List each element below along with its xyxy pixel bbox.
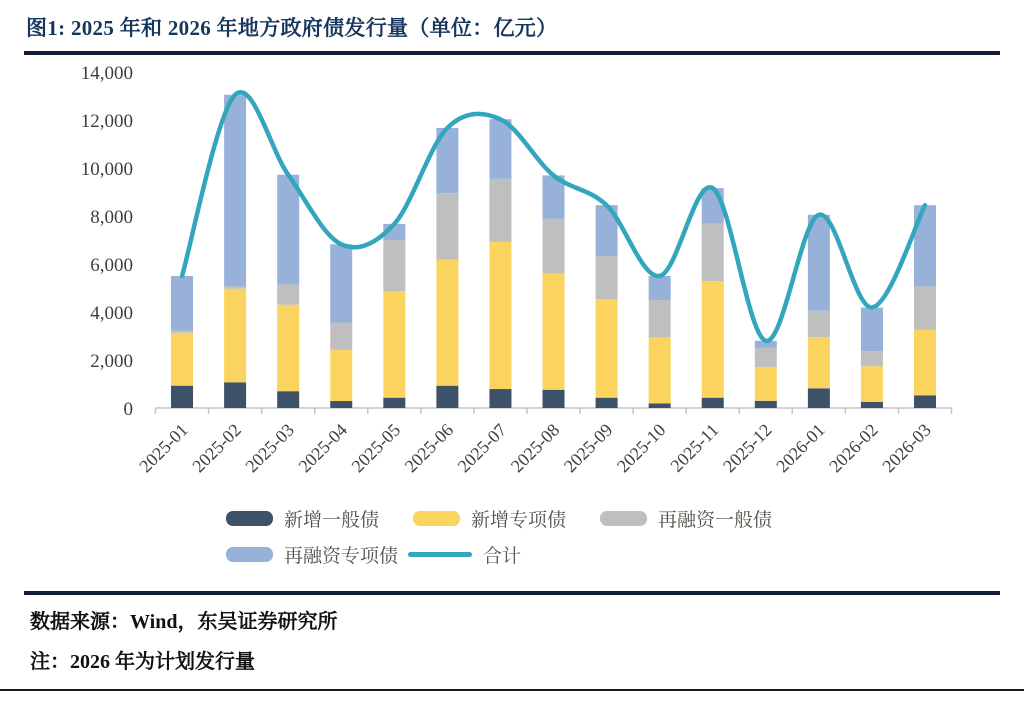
refi-special-swatch-icon (226, 547, 273, 562)
svg-text:4,000: 4,000 (90, 303, 133, 324)
svg-text:2025-07: 2025-07 (453, 419, 511, 477)
new-general-swatch-icon (226, 511, 273, 526)
figure-footer (0, 605, 1024, 674)
new-special-swatch-icon (413, 511, 460, 526)
legend-label: 再融资一般债 (658, 509, 773, 531)
data-source-note: 数据来源：Wind，东吴证券研究所 (30, 610, 338, 633)
bond-issuance-chart (0, 55, 1024, 501)
svg-text:2026-03: 2026-03 (878, 419, 935, 477)
legend-row-1 (226, 503, 1024, 533)
figure-title: 图1: 2025 年和 2026 年地方政府债发行量（单位：亿元） (26, 16, 558, 40)
svg-text:2025-09: 2025-09 (559, 419, 617, 477)
legend-label: 新增专项债 (471, 509, 567, 531)
svg-text:14,000: 14,000 (80, 63, 133, 84)
svg-text:2025-05: 2025-05 (347, 419, 405, 477)
figure-header (0, 12, 1024, 42)
total-line-swatch-icon (408, 552, 472, 557)
svg-text:2025-06: 2025-06 (400, 419, 458, 477)
svg-text:10,000: 10,000 (80, 159, 133, 180)
svg-text:2025-01: 2025-01 (135, 419, 192, 477)
legend-label: 再融资专项债 (284, 545, 399, 567)
legend-item-total (408, 541, 521, 568)
chart-legend (226, 503, 1024, 569)
svg-text:2025-02: 2025-02 (188, 419, 245, 477)
svg-text:2,000: 2,000 (90, 351, 133, 372)
legend-item-refi-special (226, 541, 398, 568)
legend-label: 新增一般债 (284, 509, 380, 531)
refi-general-swatch-icon (600, 511, 647, 526)
legend-item-new-general (226, 505, 379, 532)
svg-text:2025-03: 2025-03 (241, 419, 299, 477)
legend-row-2 (226, 539, 1024, 569)
svg-text:2026-02: 2026-02 (825, 419, 882, 477)
legend-item-refi-general (600, 505, 772, 532)
svg-text:8,000: 8,000 (90, 207, 133, 228)
legend-label: 合计 (483, 545, 522, 567)
svg-text:0: 0 (123, 399, 133, 420)
svg-text:12,000: 12,000 (80, 111, 133, 132)
svg-text:2025-10: 2025-10 (612, 419, 670, 477)
legend-item-new-special (413, 505, 566, 532)
footer-divider (24, 591, 1000, 595)
svg-text:2025-12: 2025-12 (719, 419, 776, 477)
plan-note: 注：2026 年为计划发行量 (30, 650, 255, 673)
svg-text:2025-11: 2025-11 (666, 419, 723, 476)
svg-text:2025-04: 2025-04 (294, 419, 352, 477)
svg-text:2025-08: 2025-08 (506, 419, 564, 477)
svg-text:2026-01: 2026-01 (772, 419, 829, 477)
svg-text:6,000: 6,000 (90, 255, 133, 276)
